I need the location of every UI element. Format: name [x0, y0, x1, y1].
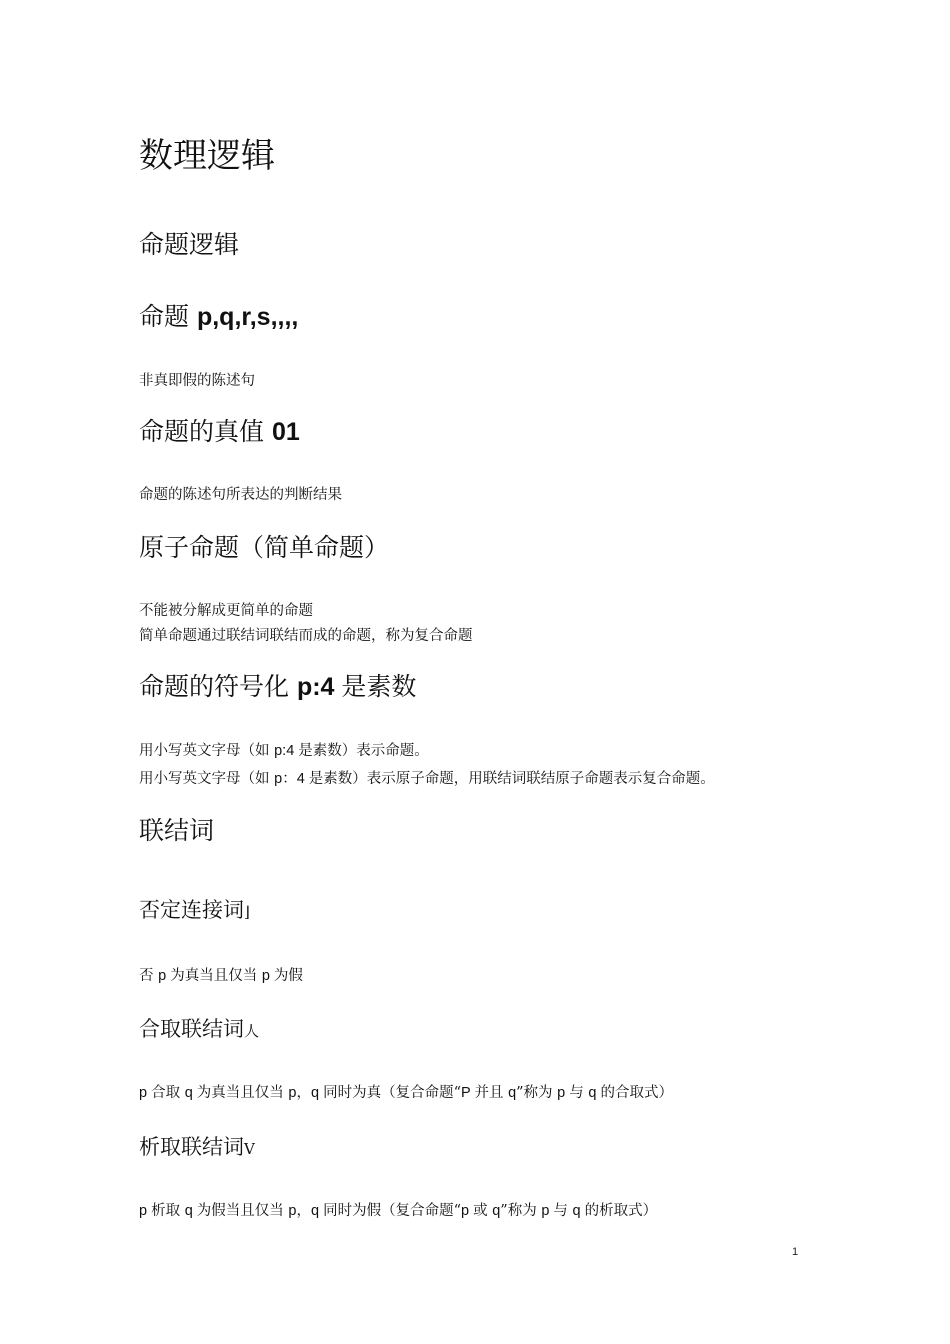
paragraph-conjunction — [139, 1083, 673, 1103]
paragraph-negation — [139, 966, 303, 986]
text-run: 否 — [139, 968, 159, 984]
text-run: 是素数）表示原子命题，用联结词联结原子命题表示复合命题。 — [308, 771, 715, 787]
text-run: q — [492, 1203, 501, 1219]
text-run: p — [541, 1203, 554, 1219]
negation-symbol: ⌋ — [244, 903, 250, 921]
text-run: ， — [296, 1085, 311, 1101]
text-run: 析取 — [151, 1203, 185, 1219]
heading-text: 析取联结词 — [139, 1135, 244, 1159]
paragraph-symbolization-1 — [139, 741, 429, 761]
text-run: p — [139, 1085, 152, 1101]
text-run: q — [588, 1085, 601, 1101]
text-run: 为假 — [273, 968, 303, 984]
heading-symbolization — [139, 672, 416, 702]
text-run: p — [461, 1203, 474, 1219]
heading-negation — [139, 897, 250, 925]
heading-text: 命题的符号化 — [139, 672, 297, 701]
text-run: ， — [296, 1203, 311, 1219]
text-run: ”称为 — [516, 1085, 558, 1101]
heading-connectives: 联结词 — [139, 816, 215, 845]
text-run: p — [288, 1085, 297, 1101]
text-run: q — [310, 1085, 324, 1101]
disjunction-symbol: V — [244, 1140, 255, 1158]
page-number: 1 — [792, 1246, 799, 1258]
text-run: 用小写英文字母（如 — [139, 743, 275, 759]
heading-disjunction — [139, 1134, 255, 1162]
text-run: 4 — [296, 771, 309, 787]
text-run: q — [572, 1203, 585, 1219]
text-run: ： — [282, 771, 297, 787]
text-run: p — [139, 1203, 152, 1219]
text-run: 并且 — [474, 1085, 509, 1101]
section-heading: 命题逻辑 — [139, 230, 240, 259]
text-run: 与 — [569, 1085, 589, 1101]
text-run: p — [158, 968, 171, 984]
text-run: P — [461, 1085, 475, 1101]
text-run: 是素数）表示命题。 — [298, 743, 429, 759]
conjunction-symbol: 人 — [244, 1022, 260, 1040]
heading-example: p:4 — [296, 673, 342, 701]
heading-symbols: p,q,r,s,,,, — [196, 303, 299, 331]
text-run: p — [557, 1085, 570, 1101]
text-run: 合取 — [151, 1085, 185, 1101]
text-run: 同时为假（复合命题“ — [323, 1203, 461, 1219]
text-run: 为真当且仅当 — [196, 1085, 289, 1101]
heading-truth-value — [139, 417, 300, 447]
text-run: 为假当且仅当 — [196, 1203, 289, 1219]
text-run: p:4 — [274, 743, 299, 759]
page-title: 数理逻辑 — [139, 136, 275, 176]
heading-text: 是素数 — [341, 672, 417, 701]
paragraph-atomic-1: 不能被分解成更简单的命题 — [139, 603, 313, 619]
text-run: 为真当且仅当 — [170, 968, 262, 984]
text-run: 的析取式） — [584, 1203, 658, 1219]
heading-atomic: 原子命题（简单命题） — [139, 533, 390, 562]
text-run: 用小写英文字母（如 — [139, 771, 275, 787]
paragraph-atomic-2: 简单命题通过联结词联结而成的命题，称为复合命题 — [139, 628, 473, 644]
text-run: p — [288, 1203, 297, 1219]
heading-values: 01 — [271, 418, 300, 446]
text-run: 或 — [473, 1203, 493, 1219]
heading-text: 否定连接词 — [139, 898, 244, 922]
paragraph-truth-value: 命题的陈述句所表达的判断结果 — [139, 487, 342, 503]
heading-text: 命题的真值 — [139, 417, 272, 446]
text-run: q — [508, 1085, 517, 1101]
text-run: p — [261, 968, 274, 984]
text-run: q — [184, 1085, 197, 1101]
text-run: q — [184, 1203, 197, 1219]
heading-text: 合取联结词 — [139, 1017, 244, 1041]
heading-proposition — [139, 302, 298, 332]
paragraph-definition: 非真即假的陈述句 — [139, 373, 255, 389]
text-run: p — [274, 771, 283, 787]
text-run: q — [310, 1203, 324, 1219]
text-run: ”称为 — [500, 1203, 542, 1219]
heading-text: 命题 — [139, 302, 197, 331]
paragraph-symbolization-2 — [139, 769, 715, 789]
text-run: 与 — [553, 1203, 573, 1219]
paragraph-disjunction — [139, 1201, 657, 1221]
text-run: 的合取式） — [600, 1085, 673, 1101]
text-run: 同时为真（复合命题“ — [323, 1085, 461, 1101]
heading-conjunction — [139, 1016, 259, 1044]
